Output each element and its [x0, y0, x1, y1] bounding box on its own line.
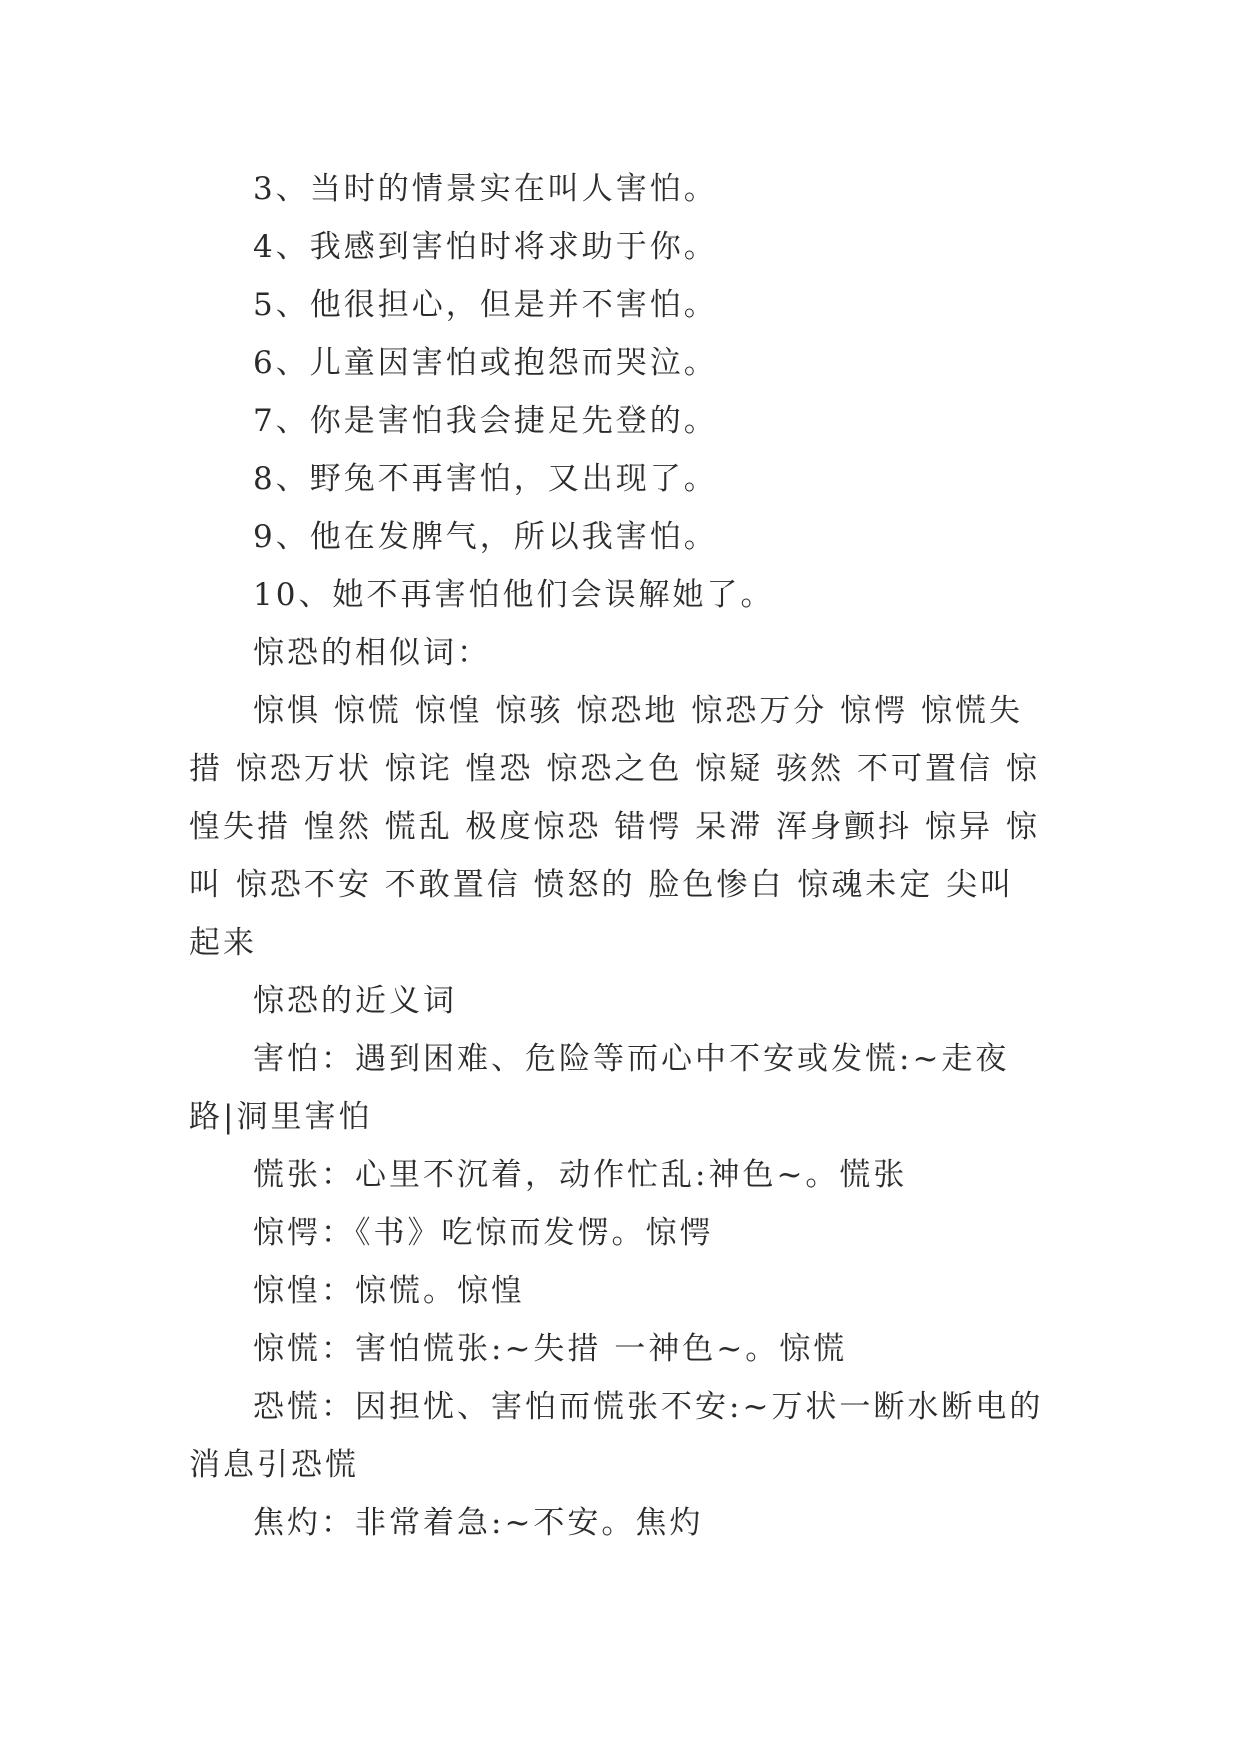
sentence-3: 3、当时的情景实在叫人害怕。	[253, 171, 718, 207]
synonym-entry: 惊惶：惊慌。惊惶	[253, 1273, 525, 1309]
synonym-entry: 恐慌：因担忧、害怕而慌张不安:~万状一断水断电的消息引恐慌	[189, 1389, 1044, 1483]
synonym-entry: 焦灼：非常着急:~不安。焦灼	[253, 1505, 704, 1541]
similar-words-list: 惊惧 惊慌 惊惶 惊骇 惊恐地 惊恐万分 惊愕 惊慌失措 惊恐万状 惊诧 惶恐 惊恐之色 惊疑 骇然 不可置信 惊惶失措 惶然 慌乱 极度惊恐 错愕 呆滞 浑身颤抖 惊异 惊叫 惊恐不安 不敢置信 愤怒的 脸色惨白 惊魂未定 尖叫起来	[189, 693, 1040, 961]
similar-words-heading: 惊恐的相似词：	[253, 635, 491, 671]
synonym-entry: 惊愕：《书》吃惊而发愣。惊愕	[253, 1215, 714, 1251]
document-body	[189, 160, 1047, 1552]
synonyms-heading: 惊恐的近义词	[253, 983, 457, 1019]
sentence-5: 5、他很担心，但是并不害怕。	[253, 287, 718, 323]
sentence-9: 9、他在发脾气，所以我害怕。	[253, 519, 718, 555]
synonym-entry: 惊慌：害怕慌张:~失措 一神色~。惊慌	[253, 1331, 848, 1367]
sentence-6: 6、儿童因害怕或抱怨而哭泣。	[253, 345, 718, 381]
synonym-entry: 慌张：心里不沉着，动作忙乱:神色~。慌张	[253, 1157, 908, 1193]
synonym-entry: 害怕：遇到困难、危险等而心中不安或发慌:~走夜路|洞里害怕	[189, 1041, 1010, 1135]
sentence-4: 4、我感到害怕时将求助于你。	[253, 229, 718, 265]
sentence-7: 7、你是害怕我会捷足先登的。	[253, 403, 718, 439]
sentence-8: 8、野兔不再害怕，又出现了。	[253, 461, 718, 497]
sentence-10: 10、她不再害怕他们会误解她了。	[253, 577, 775, 613]
